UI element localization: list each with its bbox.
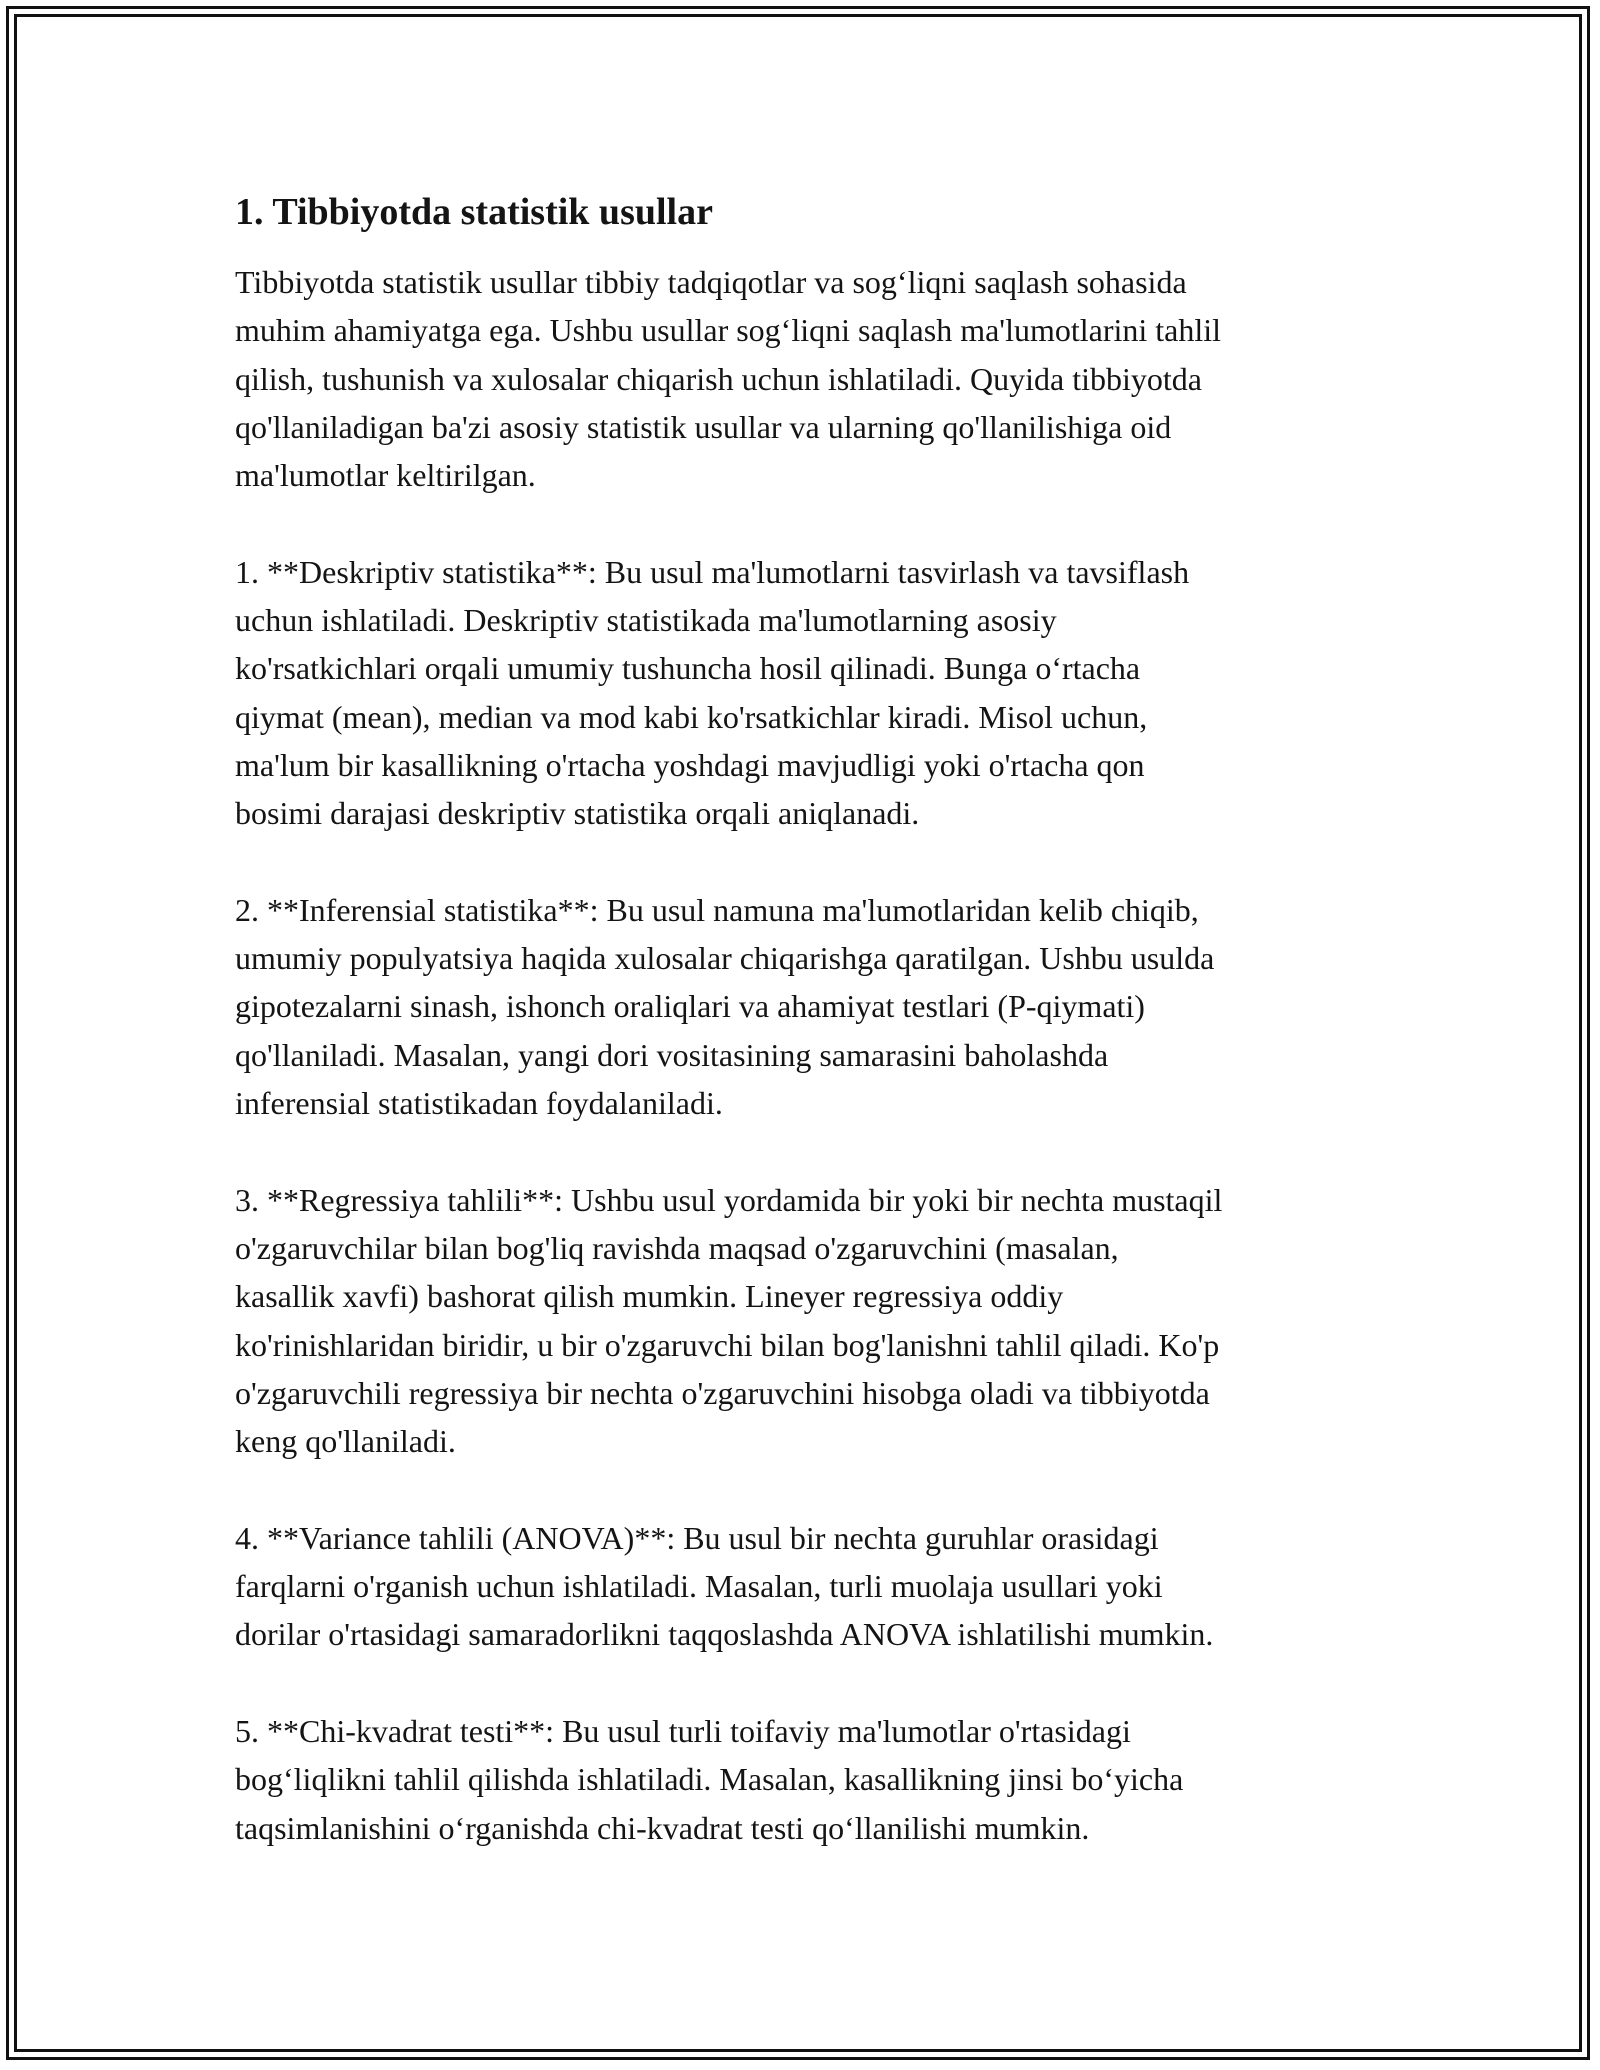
- text-line: ko'rsatkichlari orqali umumiy tushuncha hosil qilinadi. Bunga o‘rtacha: [235, 650, 1141, 687]
- text-line: o'zgaruvchilar bilan bog'liq ravishda maqsad o'zgaruvchini (masalan,: [235, 1229, 1119, 1266]
- paragraph-2: [235, 886, 1395, 1127]
- document-body: [235, 188, 1395, 1900]
- text-line: umumiy populyatsiya haqida xulosalar chiqarishga qaratilgan. Ushbu usulda: [235, 940, 1215, 977]
- text-line: bog‘liqlikni tahlil qilishda ishlatiladi. Masalan, kasallikning jinsi bo‘yicha: [235, 1761, 1184, 1798]
- text-line: 5. **Chi-kvadrat testi**: Bu usul turli toifaviy ma'lumotlar o'rtasidagi: [235, 1712, 1131, 1749]
- paragraph-5: [235, 1707, 1395, 1852]
- text-line: keng qo'llaniladi.: [235, 1423, 456, 1460]
- text-line: kasallik xavfi) bashorat qilish mumkin. Lineyer regressiya oddiy: [235, 1278, 1064, 1315]
- text-line: ma'lumotlar keltirilgan.: [235, 457, 536, 494]
- text-line: qo'llaniladigan ba'zi asosiy statistik usullar va ularning qo'llanilishiga oid: [235, 408, 1172, 445]
- paragraph-0: [235, 258, 1395, 499]
- text-line: dorilar o'rtasidagi samaradorlikni taqqoslashda ANOVA ishlatilishi mumkin.: [235, 1616, 1214, 1653]
- text-line: o'zgaruvchili regressiya bir nechta o'zgaruvchini hisobga oladi va tibbiyotda: [235, 1374, 1210, 1411]
- text-line: muhim ahamiyatga ega. Ushbu usullar sog‘liqni saqlash ma'lumotlarini tahlil: [235, 312, 1222, 349]
- text-line: ko'rinishlaridan biridir, u bir o'zgaruvchi bilan bog'lanishni tahlil qiladi. Ko'p: [235, 1326, 1220, 1363]
- text-line: 3. **Regressiya tahlili**: Ushbu usul yordamida bir yoki bir nechta mustaqil: [235, 1181, 1223, 1218]
- text-line: taqsimlanishini o‘rganishda chi-kvadrat testi qo‘llanilishi mumkin.: [235, 1809, 1090, 1846]
- paragraph-1: [235, 548, 1395, 838]
- text-line: 2. **Inferensial statistika**: Bu usul namuna ma'lumotlaridan kelib chiqib,: [235, 891, 1199, 928]
- text-line: gipotezalarni sinash, ishonch oraliqlari va ahamiyat testlari (P-qiymati): [235, 988, 1145, 1025]
- text-line: 1. **Deskriptiv statistika**: Bu usul ma'lumotlarni tasvirlash va tavsiflash: [235, 553, 1190, 590]
- text-line: qiymat (mean), median va mod kabi ko'rsatkichlar kiradi. Misol uchun,: [235, 698, 1148, 735]
- text-line: bosimi darajasi deskriptiv statistika orqali aniqlanadi.: [235, 795, 920, 832]
- text-line: 4. **Variance tahlili (ANOVA)**: Bu usul bir nechta guruhlar orasidagi: [235, 1519, 1159, 1556]
- text-line: inferensial statistikadan foydalaniladi.: [235, 1085, 723, 1122]
- text-line: qo'llaniladi. Masalan, yangi dori vositasining samarasini baholashda: [235, 1036, 1109, 1073]
- text-line: farqlarni o'rganish uchun ishlatiladi. Masalan, turli muolaja usullari yoki: [235, 1568, 1163, 1605]
- document-title: 1. Tibbiyotda statistik usullar: [235, 191, 713, 233]
- text-line: qilish, tushunish va xulosalar chiqarish uchun ishlatiladi. Quyida tibbiyotda: [235, 360, 1202, 397]
- text-line: Tibbiyotda statistik usullar tibbiy tadqiqotlar va sog‘liqni saqlash sohasida: [235, 264, 1187, 300]
- text-line: uchun ishlatiladi. Deskriptiv statistikada ma'lumotlarning asosiy: [235, 602, 1057, 639]
- paragraph-3: [235, 1176, 1395, 1466]
- paragraph-4: [235, 1514, 1395, 1659]
- paragraph-list: [235, 258, 1395, 1852]
- text-line: ma'lum bir kasallikning o'rtacha yoshdagi mavjudligi yoki o'rtacha qon: [235, 746, 1145, 783]
